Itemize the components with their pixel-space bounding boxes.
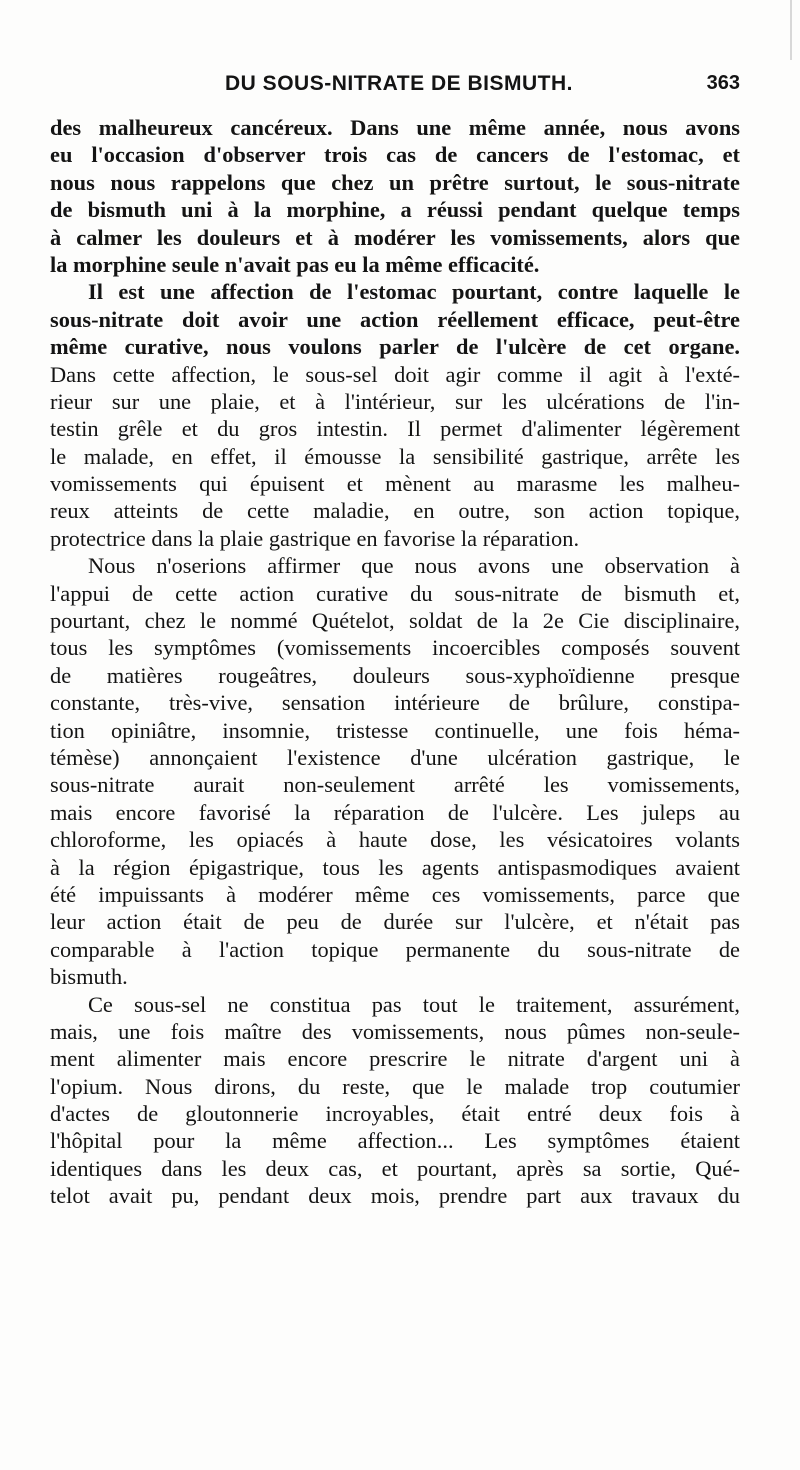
page-edge-mark xyxy=(790,0,792,60)
text-line: sous-nitrate aurait non-seulement arrêté les vomissements, xyxy=(50,772,740,798)
text-line: Dans cette affection, le sous-sel doit agir comme il agit à l'exté- xyxy=(50,361,740,387)
text-line: tion opiniâtre, insomnie, tristesse continuelle, une fois héma- xyxy=(50,717,740,743)
text-line: même curative, nous voulons parler de l'ulcère de cet organe. xyxy=(50,334,740,360)
text-line: vomissements qui épuisent et mènent au marasme les malheu- xyxy=(50,471,740,497)
text-line: sous-nitrate doit avoir une action réellement efficace, peut-être xyxy=(50,306,740,332)
text-line: Il est une affection de l'estomac pourtant, contre laquelle le xyxy=(88,279,740,305)
text-line: mais, une fois maître des vomissements, nous pûmes non-seule- xyxy=(50,1018,740,1044)
text-line: à calmer les douleurs et à modérer les vomissements, alors que xyxy=(50,224,740,250)
text-line: protectrice dans la plaie gastrique en favorise la réparation. xyxy=(50,525,580,551)
text-line: l'opium. Nous dirons, du reste, que le malade trop coutumier xyxy=(50,1073,740,1099)
text-line: de matières rougeâtres, douleurs sous-xyphoïdienne presque xyxy=(50,662,740,688)
page-header xyxy=(54,72,744,108)
text-line: le malade, en effet, il émousse la sensibilité gastrique, arrête les xyxy=(50,443,740,469)
text-line: chloroforme, les opiacés à haute dose, les vésicatoires volants xyxy=(50,827,740,853)
text-line: tous les symptômes (vomissements incoercibles composés souvent xyxy=(50,635,740,661)
text-line: la morphine seule n'avait pas eu la même efficacité. xyxy=(50,251,540,277)
text-line: nous nous rappelons que chez un prêtre surtout, le sous-nitrate xyxy=(50,169,740,195)
text-line: des malheureux cancéreux. Dans une même année, nous avons xyxy=(50,115,740,140)
text-line: leur action était de peu de durée sur l'ulcère, et n'était pas xyxy=(50,909,740,935)
text-line: d'actes de gloutonnerie incroyables, était entré deux fois à xyxy=(50,1101,740,1127)
text-line: de bismuth uni à la morphine, a réussi pendant quelque temps xyxy=(50,197,740,223)
text-line: Nous n'oserions affirmer que nous avons une observation à xyxy=(88,553,740,579)
running-title: DU SOUS-NITRATE DE BISMUTH. xyxy=(225,72,573,95)
text-line: mais encore favorisé la réparation de l'ulcère. Les juleps au xyxy=(50,799,740,825)
text-line: ment alimenter mais encore prescrire le nitrate d'argent uni à xyxy=(50,1046,740,1072)
text-line: constante, très-vive, sensation intérieure de brûlure, constipa- xyxy=(50,690,740,716)
text-line: reux atteints de cette maladie, en outre, son action topique, xyxy=(50,498,740,524)
text-line: bismuth. xyxy=(50,964,128,990)
text-line: l'appui de cette action curative du sous-nitrate de bismuth et, xyxy=(50,580,740,606)
text-line: eu l'occasion d'observer trois cas de cancers de l'estomac, et xyxy=(50,142,740,168)
text-line: comparable à l'action topique permanente du sous-nitrate de xyxy=(50,936,740,962)
text-line: à la région épigastrique, tous les agents antispasmodiques avaient xyxy=(50,854,740,880)
text-line: telot avait pu, pendant deux mois, prendre part aux travaux du xyxy=(50,1183,740,1209)
text-line: Ce sous-sel ne constitua pas tout le traitement, assurément, xyxy=(88,991,740,1017)
text-line: pourtant, chez le nommé Quételot, soldat de la 2e Cie disciplinaire, xyxy=(50,608,740,634)
text-line: identiques dans les deux cas, et pourtant, après sa sortie, Qué- xyxy=(50,1155,740,1181)
page-number: 363 xyxy=(706,72,740,94)
text-line: rieur sur une plaie, et à l'intérieur, sur les ulcérations de l'in- xyxy=(50,388,740,414)
text-line: testin grêle et du gros intestin. Il permet d'alimenter légèrement xyxy=(50,416,740,442)
body-text xyxy=(50,114,740,1210)
text-line: été impuissants à modérer même ces vomissements, parce que xyxy=(50,881,740,907)
text-line: l'hôpital pour la même affection... Les symptômes étaient xyxy=(50,1128,740,1154)
text-line: témèse) annonçaient l'existence d'une ulcération gastrique, le xyxy=(50,744,740,770)
